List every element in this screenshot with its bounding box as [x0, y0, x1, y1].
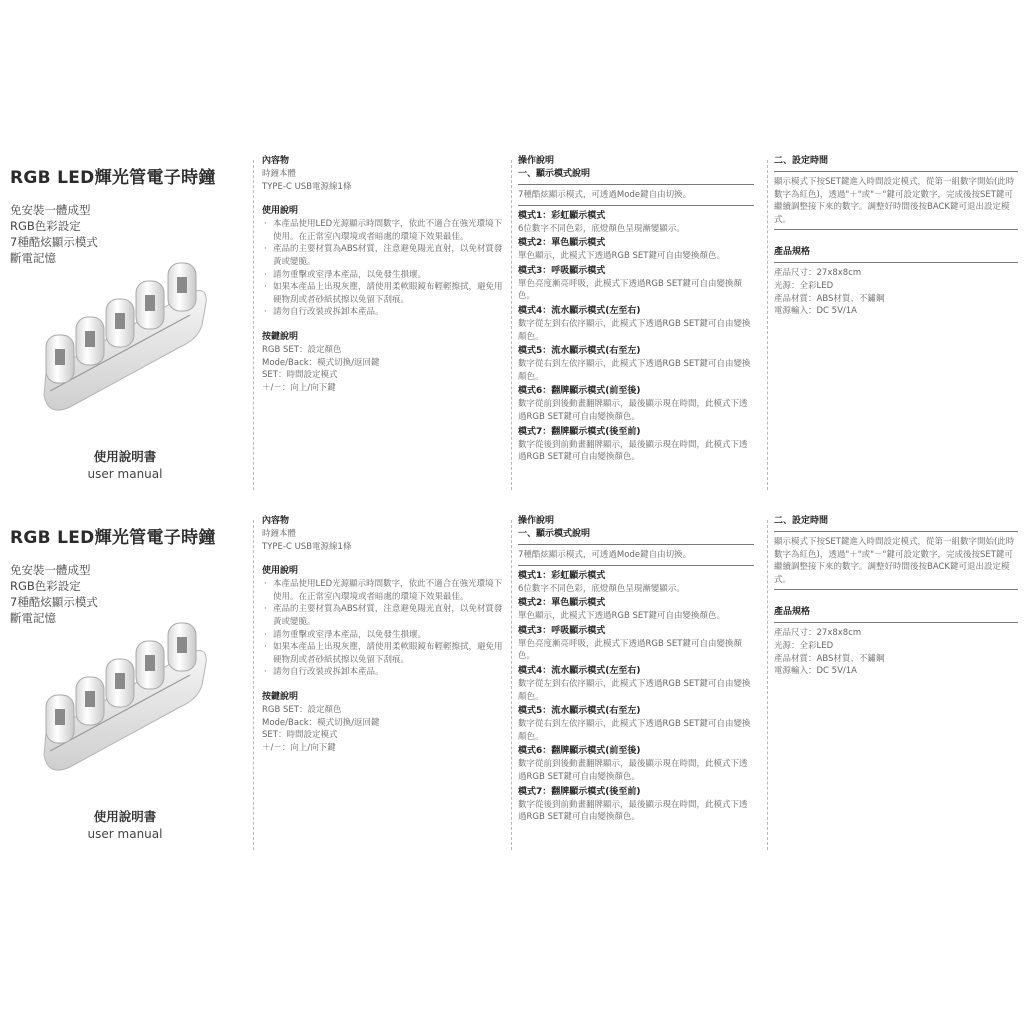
usage-item: · 請勿重擊或室淨本產品，以免發生損壞。 [262, 629, 508, 642]
key-item: ＋/－：向上/向下鍵 [262, 742, 336, 753]
manual-label-en: user manual [87, 467, 163, 481]
contents-heading: 內容物 [262, 516, 290, 526]
usage-item: · 請勿重擊或室淨本產品，以免發生損壞。 [262, 269, 508, 282]
product-title: RGB LED輝光管電子時鐘 [10, 168, 216, 188]
mode-title: 模式7：翻牌顯示模式(後至前) [518, 786, 641, 797]
mode-text: 單色亮度漸亮呼吸，此模式下透過RGB SET鍵可自由變換顏色。 [518, 278, 742, 302]
mode-title: 模式2：單色顯示模式 [518, 238, 606, 249]
feature-item: 斷電記憶 [10, 611, 56, 625]
mode-title: 模式7：翻牌顯示模式(後至前) [518, 426, 641, 437]
usage-item: · 請勿自行改裝或拆卸本產品。 [262, 306, 508, 319]
usage-item: · 產品的主要材質為ABS材質，注意避免陽光直射，以免材質發黃或變脆。 [262, 243, 508, 268]
spec-item: 電源輸入：DC 5V/1A [774, 306, 857, 317]
spec-item: 產品材質：ABS材質、不鏽鋼 [774, 293, 885, 304]
settings-column [774, 155, 1018, 318]
mode-text: 數字從後到前動畫翻牌顯示，最後顯示現在時間，此模式下透過RGB SET鍵可自由變換顏色。 [518, 799, 748, 823]
mode-title: 模式1：彩虹顯示模式 [518, 210, 606, 221]
operation-column [518, 515, 754, 826]
usage-item: · 產品的主要材質為ABS材質，注意避免陽光直射，以免材質發黃或變脆。 [262, 603, 508, 628]
display-mode-intro: 7種酷炫顯示模式，可透過Mode鍵自由切換。 [518, 550, 692, 560]
settime-heading: 二、設定時間 [774, 516, 829, 526]
mode-text: 6位數字不同色彩，底燈顏色呈現漸變顯示。 [518, 583, 685, 594]
rule [518, 205, 754, 206]
spec-item: 產品尺寸：27x8x8cm [774, 268, 862, 279]
key-item: ＋/－：向上/向下鍵 [262, 382, 336, 393]
operation-heading: 操作說明 [518, 516, 555, 526]
spec-item: 產品材質：ABS材質、不鏽鋼 [774, 653, 885, 664]
settime-text: 顯示模式下按SET鍵進入時間設定模式，從第一組數字開始(此時數字為紅色)，透過"＋"或"－"鍵可設定數字，完成後按SET鍵可繼續調整接下來的數字。調整好時間後按BACK鍵可退出設定模式。 [774, 537, 1015, 585]
manual-panel-bottom [0, 515, 1024, 875]
spec-item: 光源：全彩LED [774, 640, 834, 651]
feature-item: 斷電記憶 [10, 251, 56, 265]
cover-column [10, 515, 235, 855]
feature-item: 免安裝一體成型 [10, 563, 91, 577]
mode-title: 模式1：彩虹顯示模式 [518, 570, 606, 581]
feature-item: 免安裝一體成型 [10, 203, 91, 217]
settings-column [774, 515, 1018, 678]
manual-panel-top [0, 155, 1024, 515]
feature-item: 7種酷炫顯示模式 [10, 235, 98, 249]
rule [774, 229, 1018, 230]
instructions-column [262, 515, 508, 754]
feature-item: 7種酷炫顯示模式 [10, 595, 98, 609]
mode-text: 單色顯示，此模式下透過RGB SET鍵可自由變換顏色。 [518, 251, 725, 262]
usage-item: · 本產品使用LED光源顯示時間數字，依此不適合在強光環境下使用。在正常室內環境或者暗處的環境下效果最佳。 [262, 578, 508, 603]
keys-heading: 按鍵說明 [262, 691, 299, 702]
divider [253, 160, 254, 490]
rule [518, 544, 754, 545]
manual-label-en: user manual [87, 827, 163, 841]
settime-text: 顯示模式下按SET鍵進入時間設定模式，從第一組數字開始(此時數字為紅色)，透過"＋"或"－"鍵可設定數字，完成後按SET鍵可繼續調整接下來的數字。調整好時間後按BACK鍵可退出設定模式。 [774, 177, 1015, 225]
usage-heading: 使用說明 [262, 566, 299, 577]
mode-title: 模式3：呼吸顯示模式 [518, 265, 606, 276]
cover-column [10, 155, 235, 495]
divider [511, 520, 512, 850]
divider [511, 160, 512, 490]
rule [774, 622, 1018, 623]
manual-label-zh: 使用說明書 [93, 449, 157, 464]
mode-title: 模式6：翻牌顯示模式(前至後) [518, 746, 641, 757]
display-mode-heading: 一、顯示模式說明 [518, 529, 591, 539]
mode-text: 單色亮度漸亮呼吸，此模式下透過RGB SET鍵可自由變換顏色。 [518, 638, 742, 662]
spec-item: 產品尺寸：27x8x8cm [774, 628, 862, 639]
contents-item: 時鐘本體 [262, 169, 297, 179]
clock-product-image [40, 615, 210, 775]
mode-title: 模式3：呼吸顯示模式 [518, 625, 606, 636]
mode-title: 模式5：流水顯示模式(右至左) [518, 346, 641, 357]
mode-text: 數字從右到左依序顯示，此模式下透過RGB SET鍵可自由變換顏色。 [518, 719, 751, 742]
feature-item: RGB色彩設定 [10, 219, 81, 233]
mode-text: 數字從右到左依序顯示，此模式下透過RGB SET鍵可自由變換顏色。 [518, 359, 751, 382]
mode-text: 數字從前到後動畫翻牌顯示，最後顯示現在時間，此模式下透過RGB SET鍵可自由變換顏色。 [518, 399, 748, 422]
cover-caption [65, 807, 185, 841]
product-title: RGB LED輝光管電子時鐘 [10, 528, 216, 548]
mode-title: 模式4：流水顯示模式(左至右) [518, 305, 641, 316]
rule [518, 184, 754, 185]
contents-item: 時鐘本體 [262, 529, 297, 539]
mode-title: 模式5：流水顯示模式(右至左) [518, 706, 641, 717]
contents-item: TYPE-C USB電源線1條 [262, 541, 352, 552]
usage-heading: 使用說明 [262, 206, 299, 217]
rule [774, 589, 1018, 590]
mode-text: 數字從前到後動畫翻牌顯示，最後顯示現在時間，此模式下透過RGB SET鍵可自由變換顏色。 [518, 759, 748, 782]
specs-heading: 產品規格 [774, 247, 811, 258]
manual-label-zh: 使用說明書 [93, 809, 157, 824]
keys-heading: 按鍵說明 [262, 331, 299, 342]
rule [774, 262, 1018, 263]
spec-item: 電源輸入：DC 5V/1A [774, 666, 857, 677]
spec-item: 光源：全彩LED [774, 280, 834, 291]
usage-list [262, 578, 508, 679]
usage-item: · 請勿自行改裝或拆卸本產品。 [262, 666, 508, 679]
contents-heading: 內容物 [262, 156, 290, 166]
usage-item: · 如果本產品上出現灰塵，請使用柔軟眼鏡布輕輕擦拭，避免用硬物刮或者砂紙拭擦以免留下刮痕。 [262, 641, 508, 666]
display-mode-intro: 7種酷炫顯示模式，可透過Mode鍵自由切換。 [518, 190, 692, 200]
rule [518, 565, 754, 566]
mode-title: 模式4：流水顯示模式(左至右) [518, 665, 641, 676]
display-mode-heading: 一、顯示模式說明 [518, 169, 591, 179]
mode-text: 6位數字不同色彩，底燈顏色呈現漸變顯示。 [518, 223, 685, 234]
usage-list [262, 218, 508, 319]
cover-caption [65, 447, 185, 481]
settime-heading: 二、設定時間 [774, 156, 829, 166]
mode-text: 數字從左到右依序顯示，此模式下透過RGB SET鍵可自由變換顏色。 [518, 318, 751, 342]
key-item: SET：時間設定模式 [262, 370, 338, 381]
instructions-column [262, 155, 508, 394]
mode-title: 模式6：翻牌顯示模式(前至後) [518, 386, 641, 397]
feature-item: RGB色彩設定 [10, 579, 81, 593]
usage-item: · 如果本產品上出現灰塵，請使用柔軟眼鏡布輕輕擦拭，避免用硬物刮或者砂紙拭擦以免留下刮痕。 [262, 281, 508, 306]
key-item: RGB SET：設定顏色 [262, 704, 342, 715]
divider [767, 520, 768, 850]
contents-item: TYPE-C USB電源線1條 [262, 181, 352, 192]
rule [774, 531, 1018, 532]
operation-heading: 操作說明 [518, 156, 555, 166]
clock-product-image [40, 255, 210, 415]
specs-heading: 產品規格 [774, 607, 811, 618]
key-item: RGB SET：設定顏色 [262, 344, 342, 355]
operation-column [518, 155, 754, 466]
key-item: Mode/Back：模式切換/返回鍵 [262, 357, 380, 368]
key-item: SET：時間設定模式 [262, 730, 338, 741]
usage-item: · 本產品使用LED光源顯示時間數字，依此不適合在強光環境下使用。在正常室內環境或者暗處的環境下效果最佳。 [262, 218, 508, 243]
divider [767, 160, 768, 490]
mode-title: 模式2：單色顯示模式 [518, 598, 606, 609]
rule [774, 171, 1018, 172]
mode-text: 數字從左到右依序顯示，此模式下透過RGB SET鍵可自由變換顏色。 [518, 678, 751, 702]
divider [253, 520, 254, 850]
mode-text: 單色顯示，此模式下透過RGB SET鍵可自由變換顏色。 [518, 611, 725, 622]
mode-text: 數字從後到前動畫翻牌顯示，最後顯示現在時間，此模式下透過RGB SET鍵可自由變換顏色。 [518, 439, 748, 463]
key-item: Mode/Back：模式切換/返回鍵 [262, 717, 380, 728]
